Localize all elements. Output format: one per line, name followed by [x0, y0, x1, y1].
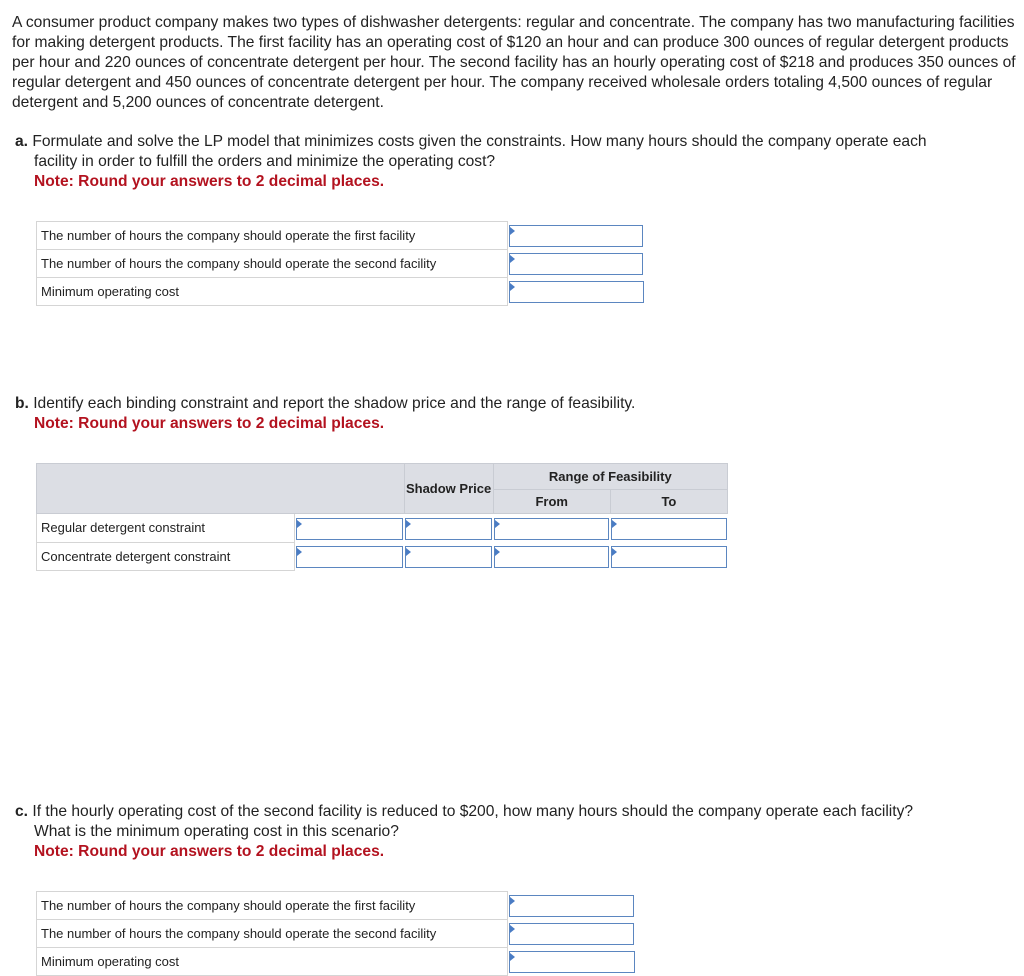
blank-header — [37, 464, 405, 514]
scenario-min-cost-input[interactable] — [509, 951, 634, 973]
row-label: Concentrate detergent constraint — [37, 542, 295, 570]
from-header: From — [493, 490, 610, 514]
table-row — [37, 542, 728, 570]
shadow-price-header: Shadow Price — [404, 464, 493, 514]
question-a-text-cont: facility in order to fulfill the orders and minimize the operating cost? — [34, 153, 496, 170]
question-b-label: b. — [15, 395, 29, 412]
question-a-text: Formulate and solve the LP model that minimizes costs given the constraints. How many hours should the company operate each — [32, 133, 927, 150]
shadow-price-table — [36, 463, 728, 571]
question-c — [15, 802, 1015, 862]
question-b — [15, 394, 1015, 434]
table-row — [37, 892, 636, 920]
scenario-hours-second-facility-input[interactable] — [509, 923, 634, 945]
regular-shadow-price-input[interactable] — [405, 518, 492, 540]
row-label: Regular detergent constraint — [37, 514, 295, 543]
answer-table-a — [36, 221, 645, 306]
question-c-label: c. — [15, 803, 29, 820]
concentrate-range-to-input[interactable] — [611, 546, 726, 568]
concentrate-constraint-input[interactable] — [296, 546, 403, 568]
concentrate-range-from-input[interactable] — [494, 546, 609, 568]
question-a-label: a. — [15, 133, 29, 150]
scenario-hours-first-facility-input[interactable] — [509, 895, 634, 917]
row-label: The number of hours the company should operate the second facility — [37, 250, 508, 278]
row-label: Minimum operating cost — [37, 948, 508, 976]
question-c-note: Note: Round your answers to 2 decimal places. — [34, 843, 385, 860]
to-header: To — [610, 490, 727, 514]
question-c-text-cont: What is the minimum operating cost in this scenario? — [34, 823, 399, 840]
answer-table-c — [36, 891, 636, 976]
row-label: The number of hours the company should operate the second facility — [37, 920, 508, 948]
question-c-text: If the hourly operating cost of the second facility is reduced to $200, how many hours should the company operate each facility? — [32, 803, 914, 820]
regular-constraint-input[interactable] — [296, 518, 403, 540]
table-row — [37, 920, 636, 948]
min-cost-input[interactable] — [509, 281, 643, 303]
table-row — [37, 514, 728, 543]
range-header: Range of Feasibility — [493, 464, 727, 490]
regular-range-from-input[interactable] — [494, 518, 609, 540]
row-label: The number of hours the company should operate the first facility — [37, 892, 508, 920]
concentrate-shadow-price-input[interactable] — [405, 546, 492, 568]
question-a — [15, 132, 1015, 192]
hours-second-facility-input[interactable] — [509, 253, 643, 275]
question-b-note: Note: Round your answers to 2 decimal places. — [34, 415, 385, 432]
question-b-text: Identify each binding constraint and report the shadow price and the range of feasibility. — [33, 395, 636, 412]
row-label: Minimum operating cost — [37, 278, 508, 306]
problem-statement: A consumer product company makes two types of dishwasher detergents: regular and concentrate. The company has two manufacturing facilities for making detergent products. The first facility has an operating cost of $120 an hour and can produce 300 ounces of regular detergent products per hour and 220 ounces of concentrate detergent per hour. The second facility has an hourly operating cost of $218 and produces 350 ounces of regular detergent and 450 ounces of concentrate detergent per hour. The company received wholesale orders totaling 4,500 ounces of regular detergent and 5,200 ounces of concentrate detergent. — [12, 14, 1016, 111]
table-row — [37, 250, 645, 278]
table-row — [37, 948, 636, 976]
table-row — [37, 278, 645, 306]
row-label: The number of hours the company should operate the first facility — [37, 222, 508, 250]
question-a-note: Note: Round your answers to 2 decimal places. — [34, 173, 385, 190]
hours-first-facility-input[interactable] — [509, 225, 643, 247]
regular-range-to-input[interactable] — [611, 518, 726, 540]
table-row — [37, 222, 645, 250]
